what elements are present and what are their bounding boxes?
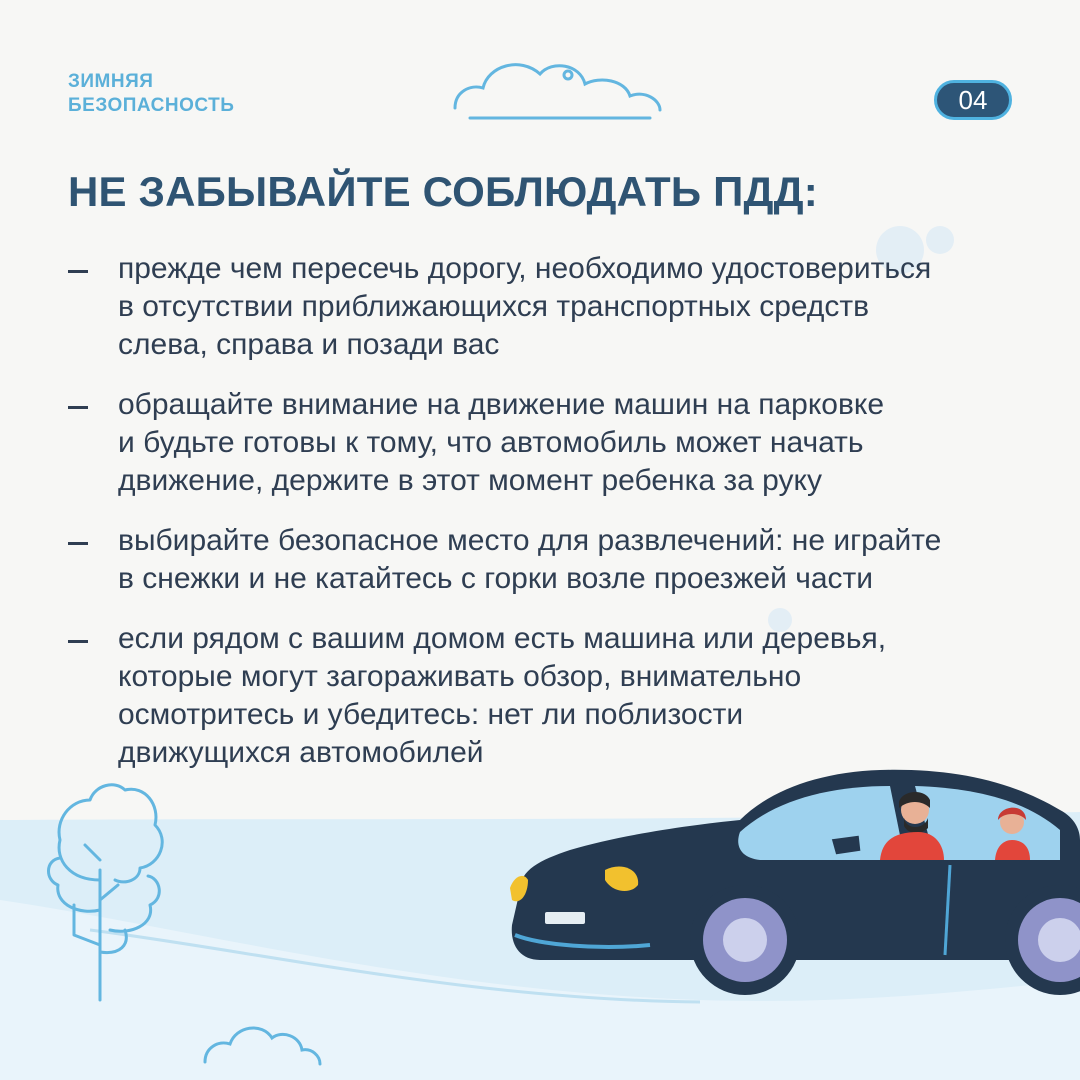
dash-bullet-icon bbox=[68, 542, 88, 545]
page-title: НЕ ЗАБЫВАЙТЕ СОБЛЮДАТЬ ПДД: bbox=[68, 168, 818, 215]
list-item-text: обращайте внимание на движение машин на парковке и будьте готовы к тому, что автомобиль может начать движение, держите в этот момент ребенка за руку bbox=[118, 388, 885, 497]
cloud-icon bbox=[455, 65, 660, 118]
dash-bullet-icon bbox=[68, 640, 88, 643]
list-item-text: если рядом с вашим домом есть машина или деревья, которые могут загораживать обзор, внимательно осмотритесь и убедитесь: нет ли поблизости движущихся автомобилей bbox=[118, 622, 887, 769]
dash-bullet-icon bbox=[68, 270, 88, 273]
list-item bbox=[68, 620, 1058, 772]
list-item bbox=[68, 386, 1058, 500]
brand-label bbox=[68, 70, 234, 118]
dash-bullet-icon bbox=[68, 406, 88, 409]
list-item-text: прежде чем пересечь дорогу, необходимо удостовериться в отсутствии приближающихся транспортных средств слева, справа и позади вас bbox=[118, 252, 932, 361]
rules-list bbox=[68, 250, 1058, 794]
brand-line-1: ЗИМНЯЯ bbox=[68, 71, 154, 92]
list-item bbox=[68, 522, 1058, 598]
brand-line-2: БЕЗОПАСНОСТЬ bbox=[68, 95, 235, 116]
page-number-badge: 04 bbox=[934, 80, 1012, 120]
list-item bbox=[68, 250, 1058, 364]
list-item-text: выбирайте безопасное место для развлечений: не играйте в снежки и не катайтесь с горки возле проезжей части bbox=[118, 524, 942, 595]
